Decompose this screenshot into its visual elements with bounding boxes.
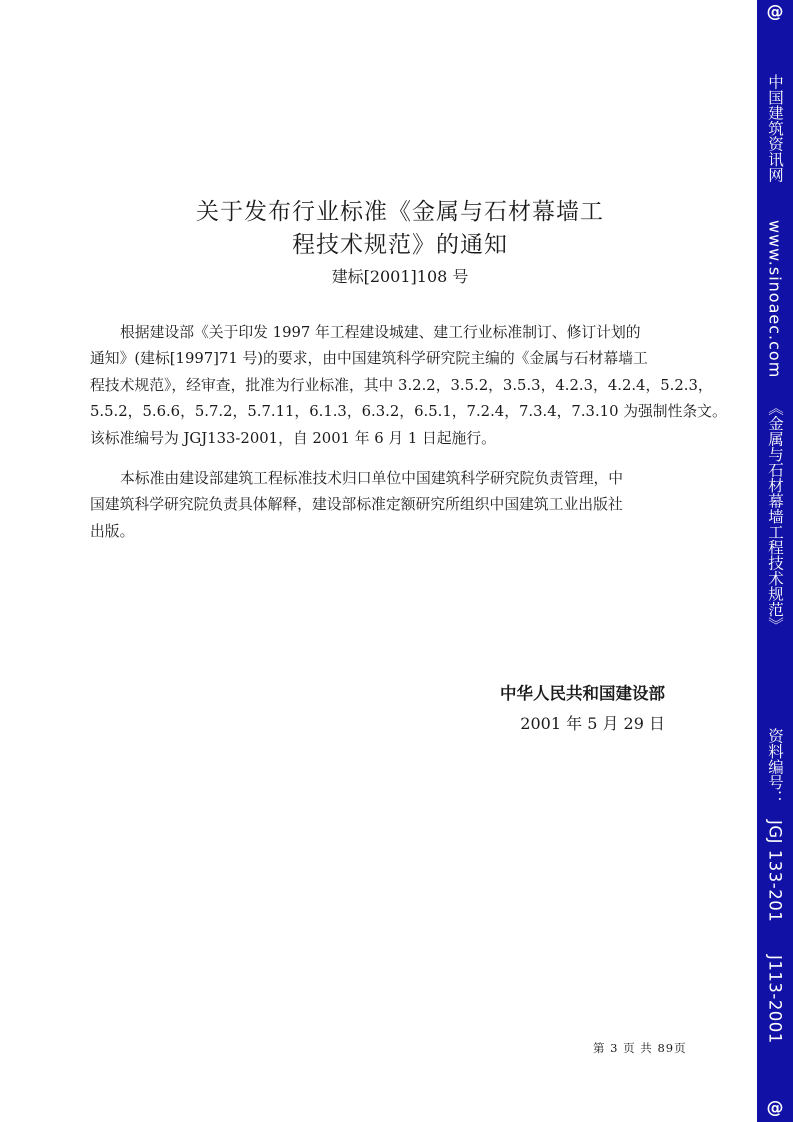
paragraph-line: 国建筑科学研究院负责具体解释，建设部标准定额研究所组织中国建筑工业出版社 bbox=[90, 496, 623, 514]
signature-organization: 中华人民共和国建设部 bbox=[500, 684, 665, 703]
paragraph-line: 出版。 bbox=[90, 522, 135, 540]
body-paragraph-1 bbox=[90, 320, 727, 452]
band-code-secondary: J113-2001 bbox=[765, 955, 785, 1044]
document-number: 建标[2001]108 号 bbox=[331, 267, 469, 286]
notice-title-line-1: 关于发布行业标准《金属与石材幕墙工 bbox=[196, 199, 604, 225]
paragraph-line: 本标准由建设部建筑工程标准技术归口单位中国建筑科学研究院负责管理，中 bbox=[120, 470, 624, 487]
paragraph-line: 该标准编号为 JGJ133-2001，自 2001 年 6 月 1 日起施行。 bbox=[90, 429, 496, 447]
at-sign-top: @ bbox=[766, 2, 784, 22]
band-site-name: 中国建筑资讯网 bbox=[766, 74, 784, 183]
paragraph-line: 程技术规范》，经审查，批准为行业标准，其中 3.2.2，3.5.2，3.5.3，4.2.3，4.2.4，5.2.3， bbox=[90, 376, 713, 394]
side-watermark-band bbox=[757, 0, 793, 1122]
page-number-footer: 第 3 页 共 89页 bbox=[593, 1041, 687, 1055]
notice-title-line-2: 程技术规范》的通知 bbox=[292, 232, 508, 258]
band-document-title: 《金属与石材幕墙工程技术规范》 bbox=[766, 400, 784, 633]
band-code-primary: JGJ 133-201 bbox=[765, 820, 785, 923]
band-code-label: 资料编号： bbox=[766, 728, 784, 806]
signature-date: 2001 年 5 月 29 日 bbox=[520, 714, 665, 733]
body-paragraph-2 bbox=[90, 466, 706, 545]
paragraph-line: 根据建设部《关于印发 1997 年工程建设城建、建工行业标准制订、修订计划的 bbox=[120, 324, 641, 341]
paragraph-line: 通知》(建标[1997]71 号)的要求，由中国建筑科学研究院主编的《金属与石材幕墙工 bbox=[90, 350, 648, 368]
at-sign-bottom: @ bbox=[766, 1098, 784, 1118]
band-site-url: www.sinoaec.com bbox=[765, 220, 785, 379]
paragraph-line: 5.5.2，5.6.6，5.7.2，5.7.11，6.1.3，6.3.2，6.5.1，7.2.4，7.3.4，7.3.10 为强制性条文。 bbox=[90, 403, 727, 421]
